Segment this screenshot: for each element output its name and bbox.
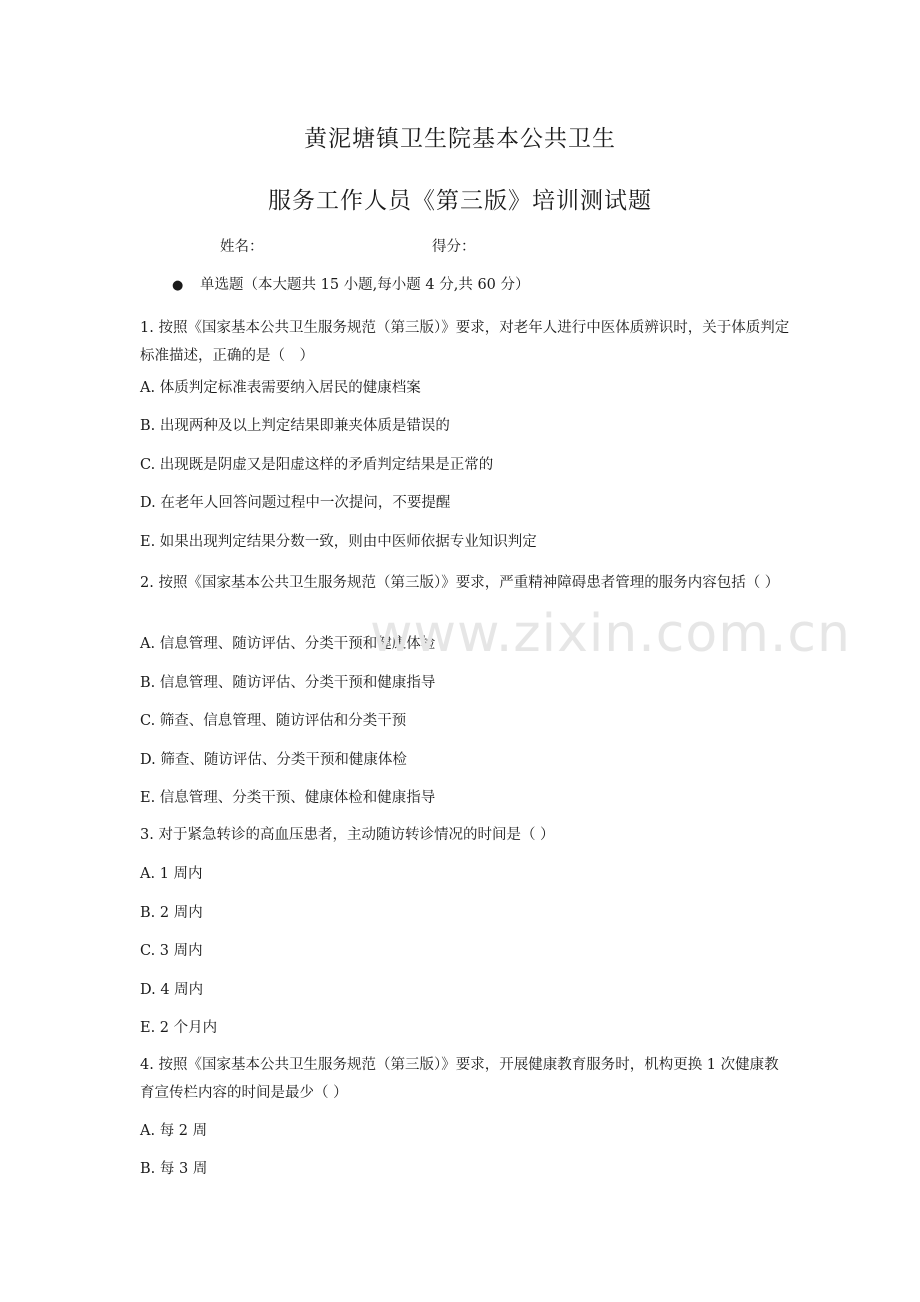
score-label: 得分： [432, 239, 476, 255]
name-label: 姓名： [220, 239, 264, 255]
bullet-icon: ● [172, 278, 184, 293]
question-2-option-b: B. 信息管理、随访评估、分类干预和健康指导 [140, 675, 436, 691]
question-3-option-b: B. 2 周内 [140, 905, 203, 921]
question-3-option-c: C. 3 周内 [140, 943, 203, 959]
question-3-option-d: D. 4 周内 [140, 982, 204, 998]
question-1-option-e: E. 如果出现判定结果分数一致，则由中医师依据专业知识判定 [140, 534, 537, 550]
watermark: www.zixin.com.cn [370, 604, 851, 664]
question-2-option-e: E. 信息管理、分类干预、健康体检和健康指导 [140, 790, 436, 806]
question-3-stem: 3. 对于紧急转诊的高血压患者，主动随访转诊情况的时间是（ ） [140, 827, 555, 843]
question-1-option-d: D. 在老年人回答问题过程中一次提问，不要提醒 [140, 495, 451, 511]
document-title-line-1: 黄泥塘镇卫生院基本公共卫生 [304, 126, 616, 152]
question-4-stem: 4. 按照《国家基本公共卫生服务规范（第三版）》要求，开展健康教育服务时，机构更换 1 次健康教育宣传栏内容的时间是最少（ ） [140, 1057, 779, 1101]
question-1-option-a: A. 体质判定标准表需要纳入居民的健康档案 [140, 380, 421, 396]
question-2-option-c: C. 筛查、信息管理、随访评估和分类干预 [140, 713, 407, 729]
question-4-option-b: B. 每 3 周 [140, 1161, 208, 1177]
question-3-option-a: A. 1 周内 [140, 866, 203, 882]
question-2-stem: 2. 按照《国家基本公共卫生服务规范（第三版）》要求，严重精神障碍患者管理的服务内容包括（ ） [140, 575, 780, 591]
question-3-option-e: E. 2 个月内 [140, 1020, 218, 1036]
question-2-option-a: A. 信息管理、随访评估、分类干预和健康体检 [140, 636, 436, 652]
document-title-line-2: 服务工作人员《第三版》培训测试题 [268, 188, 652, 214]
question-4-option-a: A. 每 2 周 [140, 1123, 208, 1139]
question-1-option-c: C. 出现既是阴虚又是阳虚这样的矛盾判定结果是正常的 [140, 457, 494, 473]
section-heading: 单选题（本大题共 15 小题,每小题 4 分,共 60 分） [200, 277, 530, 293]
question-2-option-d: D. 筛查、随访评估、分类干预和健康体检 [140, 752, 407, 768]
question-1-stem: 1. 按照《国家基本公共卫生服务规范（第三版）》要求，对老年人进行中医体质辨识时，关于体质判定标准描述，正确的是（ ） [140, 320, 790, 364]
question-1-option-b: B. 出现两种及以上判定结果即兼夹体质是错误的 [140, 418, 450, 434]
